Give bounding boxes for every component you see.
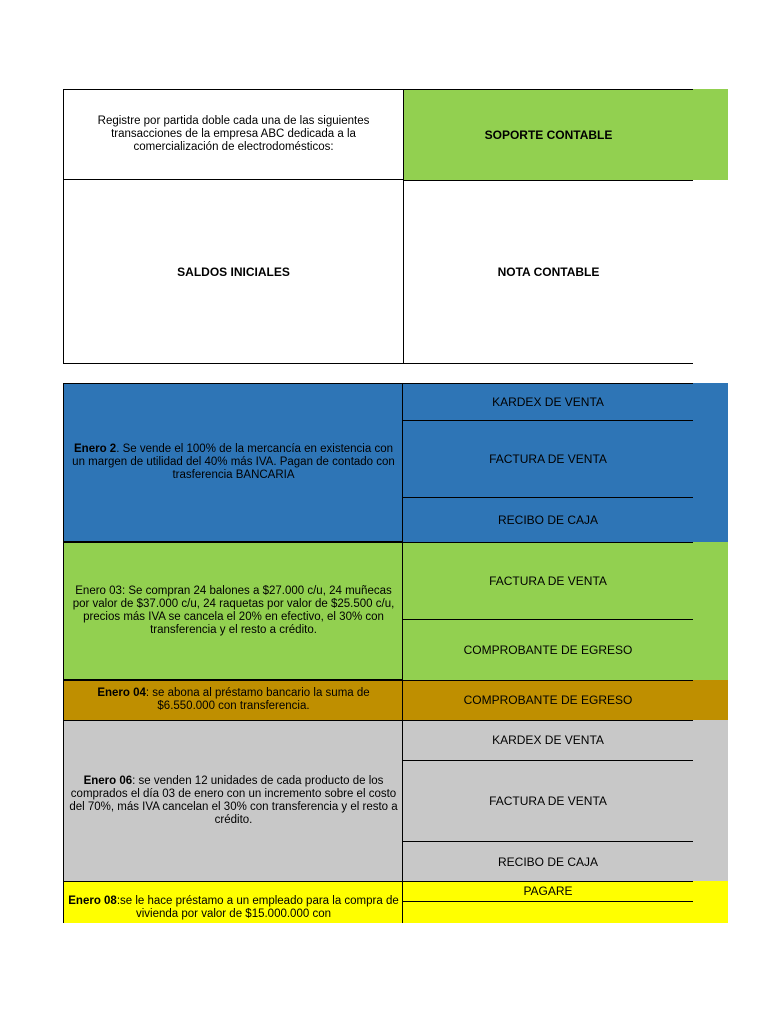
saldos-iniciales-cell [63,180,403,364]
doc-factura-venta: FACTURA DE VENTA [403,543,693,620]
transaction-enero-03 [63,542,403,680]
transaction-date: Enero 2 [74,443,117,455]
instructions-cell [63,89,403,180]
doc-recibo-caja: RECIBO DE CAJA [497,513,599,527]
doc-factura-venta: FACTURA DE VENTA [403,761,693,842]
doc-recibo-caja: RECIBO DE CAJA [497,854,599,869]
transaction-text: Enero 03: Se compran 24 balones a $27.000 c/u, 24 muñecas por valor de $37.000 c/u, 24 raquetas por valor de $25.500 c/u, precios más IVA se cancela el 20% en efectivo, el 30% con transferencia y el resto a crédito. [72,584,395,636]
soporte-contable-header [403,89,728,180]
transaction-text: : se venden 12 unidades de cada producto de los comprados el día 03 de enero con un incremento sobre el costo del 70%, más IVA cancelan el 30% con transferencia y el resto a crédito. [69,774,398,826]
transaction-text: . Se vende el 100% de la mercancía en existencia con un margen de utilidad del 40% más IVA. Pagan de contado con trasferencia BANCARIA [72,443,395,481]
transaction-date: Enero 08 [68,895,117,907]
transaction-enero-2 [63,383,403,542]
instructions-text: Registre por partida doble cada una de las siguientes transacciones de la empresa ABC dedicada a la comercialización de electrodomésticos: [97,115,370,153]
nota-contable-label: NOTA CONTABLE [497,264,600,279]
doc-kardex-venta: KARDEX DE VENTA [403,720,693,761]
transaction-enero-08 [63,881,403,923]
saldos-iniciales-label: SALDOS INICIALES [177,264,290,279]
nota-contable-cell [403,180,693,364]
doc-pagare: PAGARE [403,881,693,902]
doc-factura-venta: FACTURA DE VENTA [403,421,693,498]
doc-kardex-venta: KARDEX DE VENTA [403,383,693,421]
transaction-text: : se abona al préstamo bancario la suma de $6.550.000 con transferencia. [145,687,370,712]
doc-comprobante-egreso: COMPROBANTE DE EGRESO [463,693,633,707]
transaction-date: Enero 06 [83,774,133,787]
transaction-text: :se le hace préstamo a un empleado para la compra de vivienda por valor de $15.000.000 con [116,895,399,920]
transaction-enero-04 [63,680,403,720]
soporte-contable-label: SOPORTE CONTABLE [484,127,613,142]
doc-comprobante-egreso: COMPROBANTE DE EGRESO [463,643,633,657]
transaction-enero-06 [63,720,403,881]
transaction-date: Enero 04 [97,687,146,699]
